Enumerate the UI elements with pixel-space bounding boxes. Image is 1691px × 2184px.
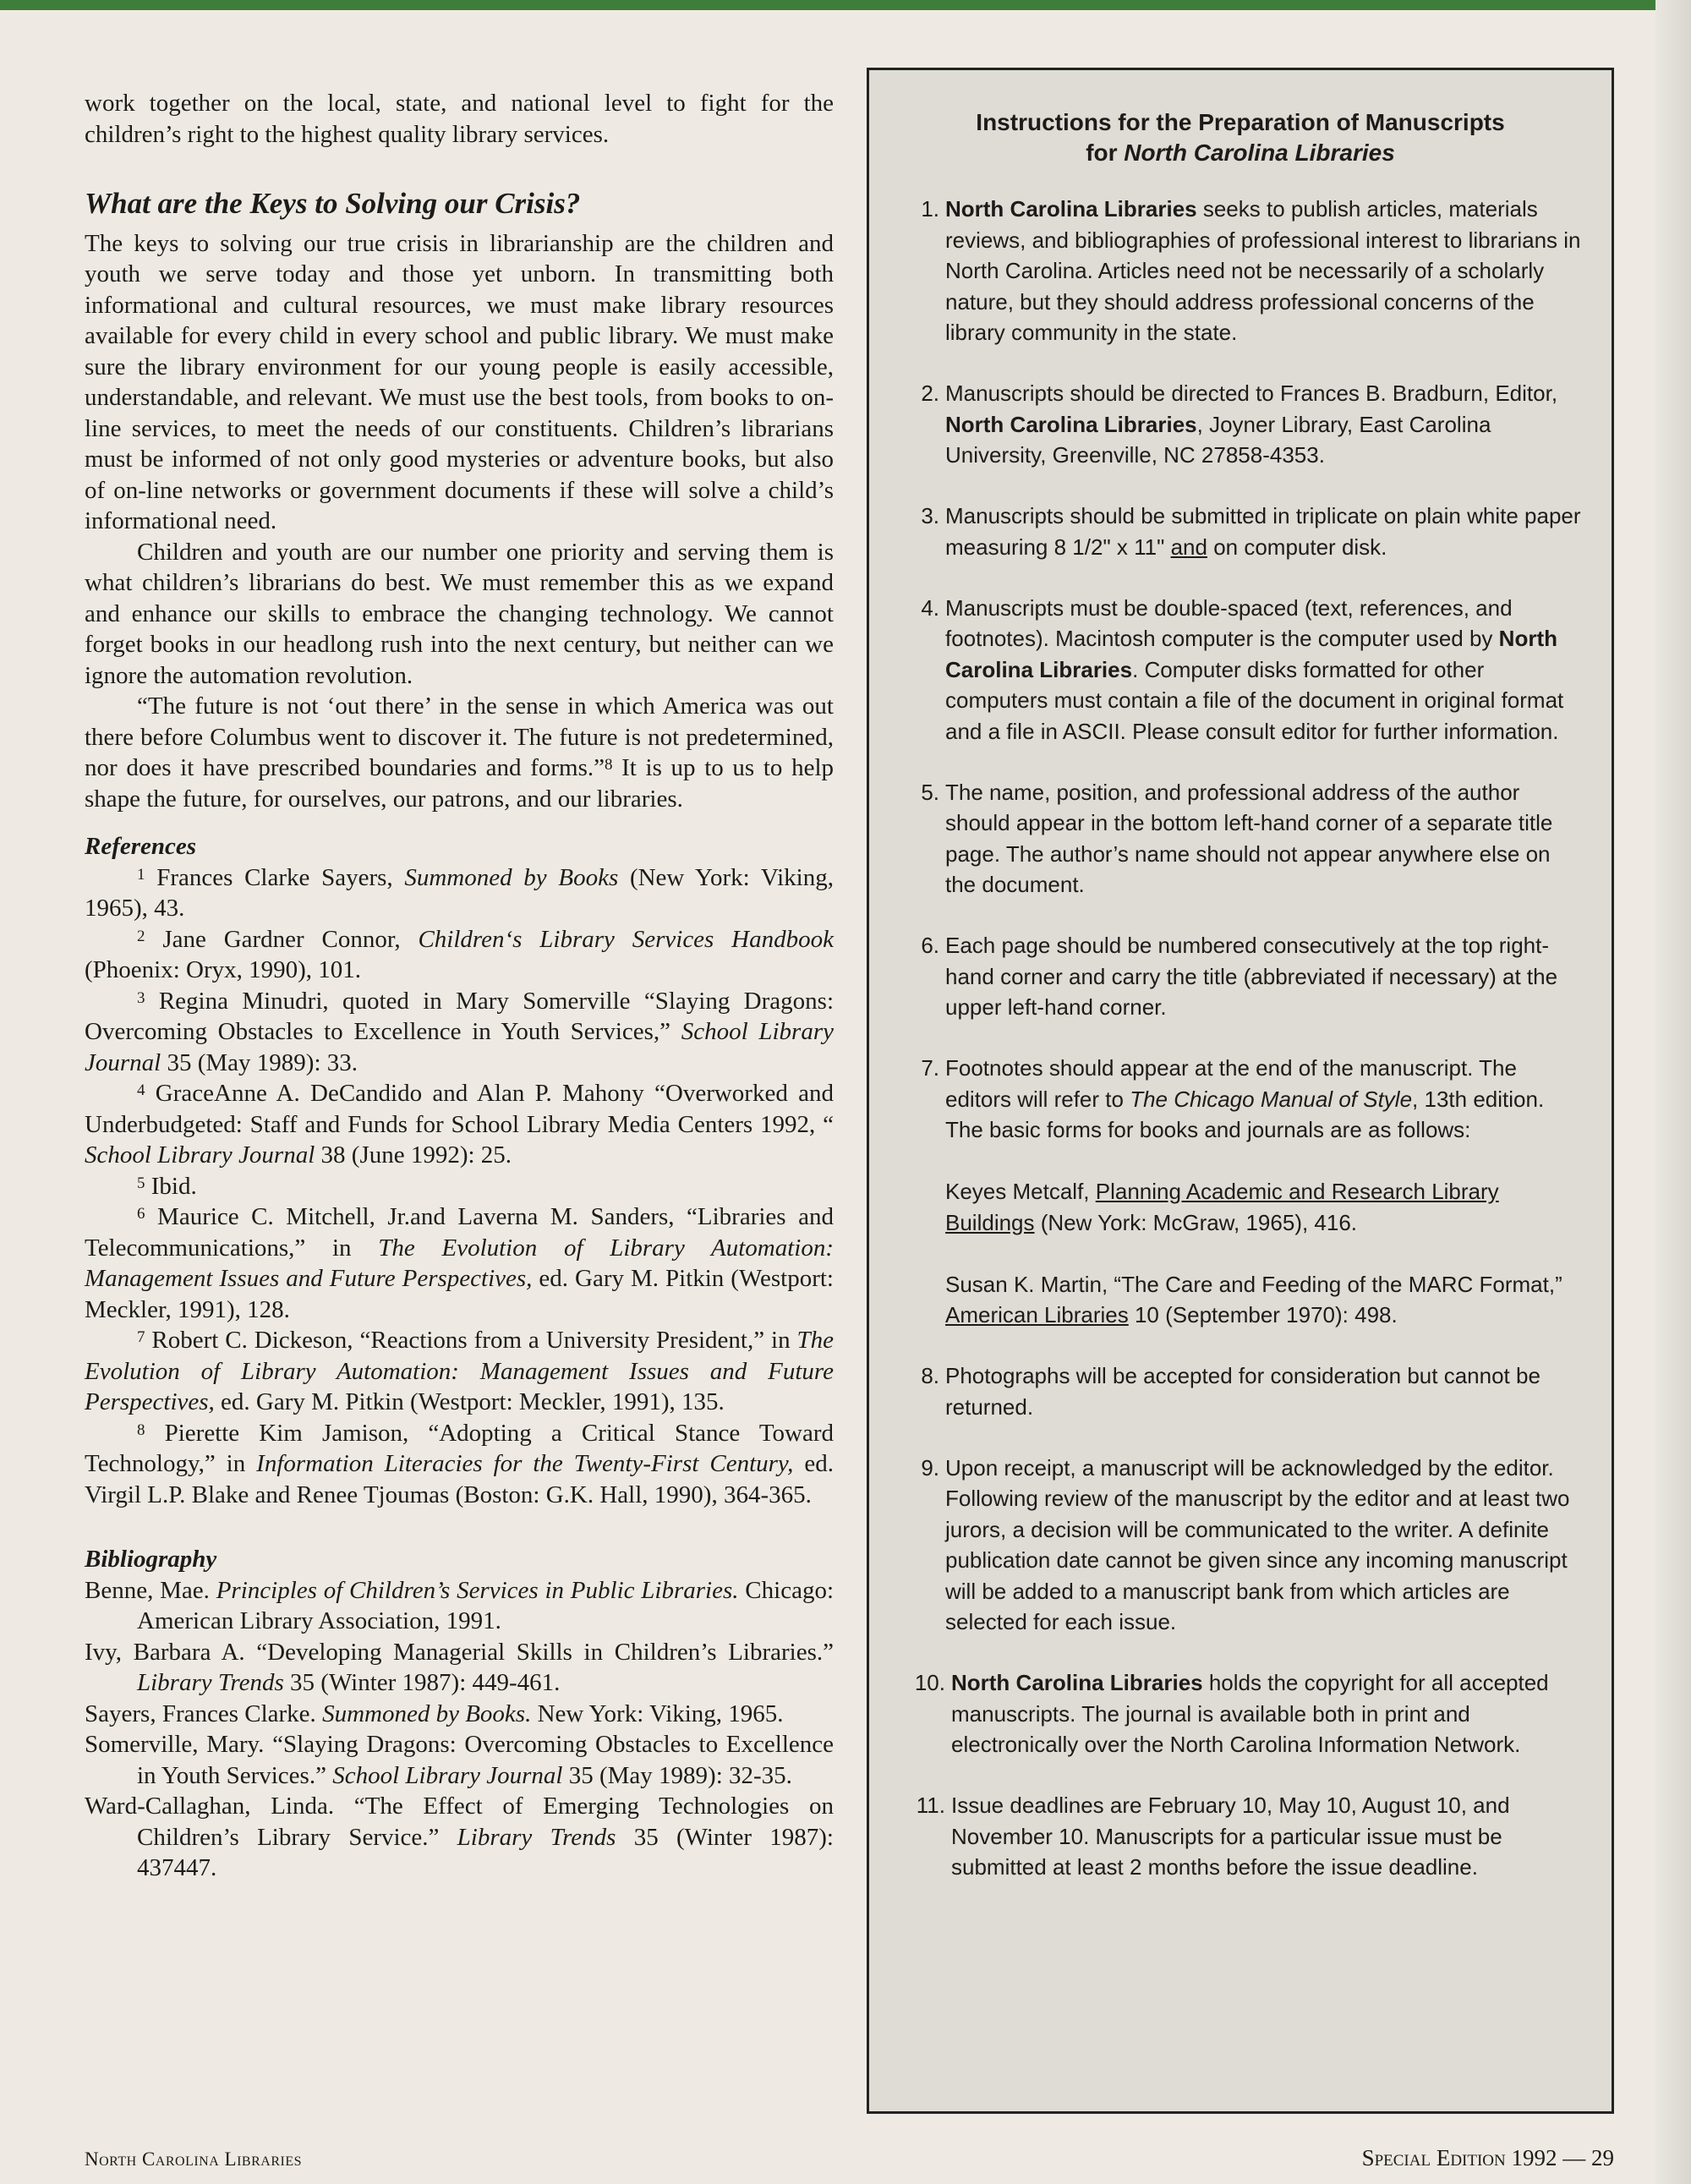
instruction-item: 3. Manuscripts should be submitted in triplicate on plain white paper measuring 8 1/2" x 11" and on computer disk. (921, 503, 1581, 560)
bibliography-heading: Bibliography (85, 1546, 217, 1573)
reference-item: $^4$ GraceAnne A. DeCandido and Alan P. Mahony “Overworked and Underbudgeted: Staff and Funds for School Library Media Centers 1992, “ School Library Journal 38 (June 1992): 25. (85, 1080, 834, 1169)
top-edge-strip (0, 0, 1691, 10)
instruction-item: 7. Footnotes should appear at the end of the manuscript. The editors will refer to The Chicago Manual of Style, 13th edition. The basic forms for books and journals are as follows: Keyes Metcalf, Planning Academic and Research Library Buildings (New York: McGraw, 1965), 416. Susan K. Martin, “The Care and Feeding of the MARC Format,” American Libraries 10 (September 1970): 498. (905, 1053, 1581, 1331)
quote-text: “The future is not ‘out there’ in the sense in which America was out there before Columbus went to discover it. The future is not predetermined, nor does it have prescribed boundaries and forms.” (85, 692, 834, 781)
instruction-item: 6. Each page should be numbered consecutively at the top right-hand corner and carry the title (abbreviated if necessary) at the upper left-hand corner. (921, 933, 1558, 1020)
footer-journal-name: North Carolina Libraries (85, 2148, 302, 2170)
intro-paragraph: work together on the local, state, and national level to fight for the children’s right to the highest quality library services. (85, 90, 834, 148)
instructions-list (869, 194, 1612, 1883)
page-gutter-shadow (1655, 0, 1691, 2184)
instruction-item: 1. North Carolina Libraries seeks to publish articles, materials reviews, and bibliographies of professional interest to librarians in North Carolina. Articles need not be necessarily of a scholarly nature, but they should address professional concerns of the library community in the state. (921, 196, 1581, 345)
body-paragraph-1: The keys to solving our true crisis in librarianship are the children and youth we serve today and those yet unborn. In transmitting both informational and cultural resources, we must make library resources available for every child in every school and public library. We must make sure the library environment for our young people is easily accessible, understandable, and relevant. We must use the best tools, from books to on-line services, to meet the needs of our constituents. Children’s librarians must be informed of not only good mysteries or adventure books, but also of on-line networks or government documents if these will solve a child’s informational need. (85, 229, 834, 534)
citation-example-journal: Susan K. Martin, “The Care and Feeding of the MARC Format,” American Libraries 10 (September 1970): 498. (945, 1271, 1562, 1327)
bibliography-item: Ivy, Barbara A. “Developing Managerial Skills in Children’s Libraries.” Library Trends 35 (Winter 1987): 449-461. (85, 1638, 834, 1696)
quote-note: 8 (604, 756, 613, 774)
page-number: 29 (1591, 2145, 1614, 2170)
references-heading: References (85, 833, 197, 860)
reference-item: $^5$ Ibid. (137, 1172, 197, 1200)
instruction-item: 8. Photographs will be accepted for consideration but cannot be returned. (921, 1363, 1541, 1420)
reference-item: $^7$ Robert C. Dickeson, “Reactions from a University President,” in The Evolution of Library Automation: Management Issues and Future Perspectives, ed. Gary M. Pitkin (Westport: Meckler, 1991), 135. (85, 1327, 834, 1415)
references-list (85, 862, 834, 1511)
section-heading: What are the Keys to Solving our Crisis? (85, 187, 581, 220)
reference-item: $^1$ Frances Clarke Sayers, Summoned by Books (New York: Viking, 1965), 43. (85, 863, 834, 922)
instruction-item: 10. North Carolina Libraries holds the copyright for all accepted manuscripts. The journal is available both in print and electronically over the North Carolina Information Network. (914, 1670, 1549, 1757)
citation-example-book: Keyes Metcalf, Planning Academic and Research Library Buildings (New York: McGraw, 1965), 416. (945, 1179, 1499, 1235)
instructions-box (867, 68, 1614, 2114)
reference-item: $^3$ Regina Minudri, quoted in Mary Somerville “Slaying Dragons: Overcoming Obstacles to Excellence in Youth Services,” School Library Journal 35 (May 1989): 33. (85, 987, 835, 1076)
body-paragraph-2: Children and youth are our number one priority and serving them is what children’s librarians do best. We must remember this as we expand and enhance our skills to embrace the changing technology. We cannot forget books in our headlong rush into the next century, but neither can we ignore the automation revolution. (85, 538, 834, 689)
quote-after: It is up to us to help shape the future, for ourselves, our patrons, and our libraries. (85, 754, 835, 813)
instruction-item: 4. Manuscripts must be double-spaced (text, references, and footnotes). Macintosh computer is the computer used by North Carolina Libraries. Computer disks formatted for other computers must contain a file of the document in original format and a file in ASCII. Please consult editor for further information. (921, 594, 1564, 744)
reference-item: $^2$ Jane Gardner Connor, Children‘s Library Services Handbook (Phoenix: Oryx, 1990), 101. (85, 925, 834, 983)
instruction-item: 9. Upon receipt, a manuscript will be acknowledged by the editor. Following review of the manuscript by the editor and at least two jurors, a decision will be communicated to the writer. A definite publication date cannot be given since any incoming manuscript will be added to a manuscript bank from which articles are selected for each issue. (921, 1454, 1570, 1634)
bibliography-item: Benne, Mae. Principles of Children’s Services in Public Libraries. Chicago: American Library Association, 1991. (85, 1576, 835, 1634)
bibliography-item: Somerville, Mary. “Slaying Dragons: Overcoming Obstacles to Excellence in Youth Services.” School Library Journal 35 (May 1989): 32-35. (85, 1731, 834, 1789)
instruction-item: 2. Manuscripts should be directed to Frances B. Bradburn, Editor, North Carolina Libraries, Joyner Library, East Carolina University, Greenville, NC 27858-4353. (921, 380, 1558, 468)
instruction-item: 11. Issue deadlines are February 10, May 10, August 10, and November 10. Manuscripts for a particular issue must be submitted at least 2 months before the issue deadline. (916, 1793, 1510, 1880)
footer-page-info: Special Edition 1992 — 29 (1361, 2145, 1614, 2170)
reference-item: $^6$ Maurice C. Mitchell, Jr.and Laverna M. Sanders, “Libraries and Telecommunications,” in The Evolution of Library Automation: Management Issues and Future Perspectives, ed. Gary M. Pitkin (Westport: Meckler, 1991), 128. (85, 1203, 835, 1323)
bibliography-item: Ward-Callaghan, Linda. “The Effect of Emerging Technologies on Children’s Library Service.” Library Trends 35 (Winter 1987): 437447. (85, 1793, 834, 1881)
instruction-item: 5. The name, position, and professional address of the author should appear in the bottom left-hand corner of a separate title page. The author’s name should not appear anywhere else on the document. (921, 779, 1553, 897)
reference-item: $^8$ Pierette Kim Jamison, “Adopting a Critical Stance Toward Technology,” in Information Literacies for the Twenty-First Century, ed. Virgil L.P. Blake and Renee Tjoumas (Boston: G.K. Hall, 1990), 364-365. (85, 1419, 834, 1508)
instructions-title: Instructions for the Preparation of Manuscripts for North Carolina Libraries (976, 109, 1505, 166)
bibliography-list (85, 1575, 834, 1884)
quote-paragraph (85, 691, 834, 814)
article-column (85, 88, 834, 1884)
bibliography-item: Sayers, Frances Clarke. Summoned by Books. New York: Viking, 1965. (85, 1700, 784, 1727)
